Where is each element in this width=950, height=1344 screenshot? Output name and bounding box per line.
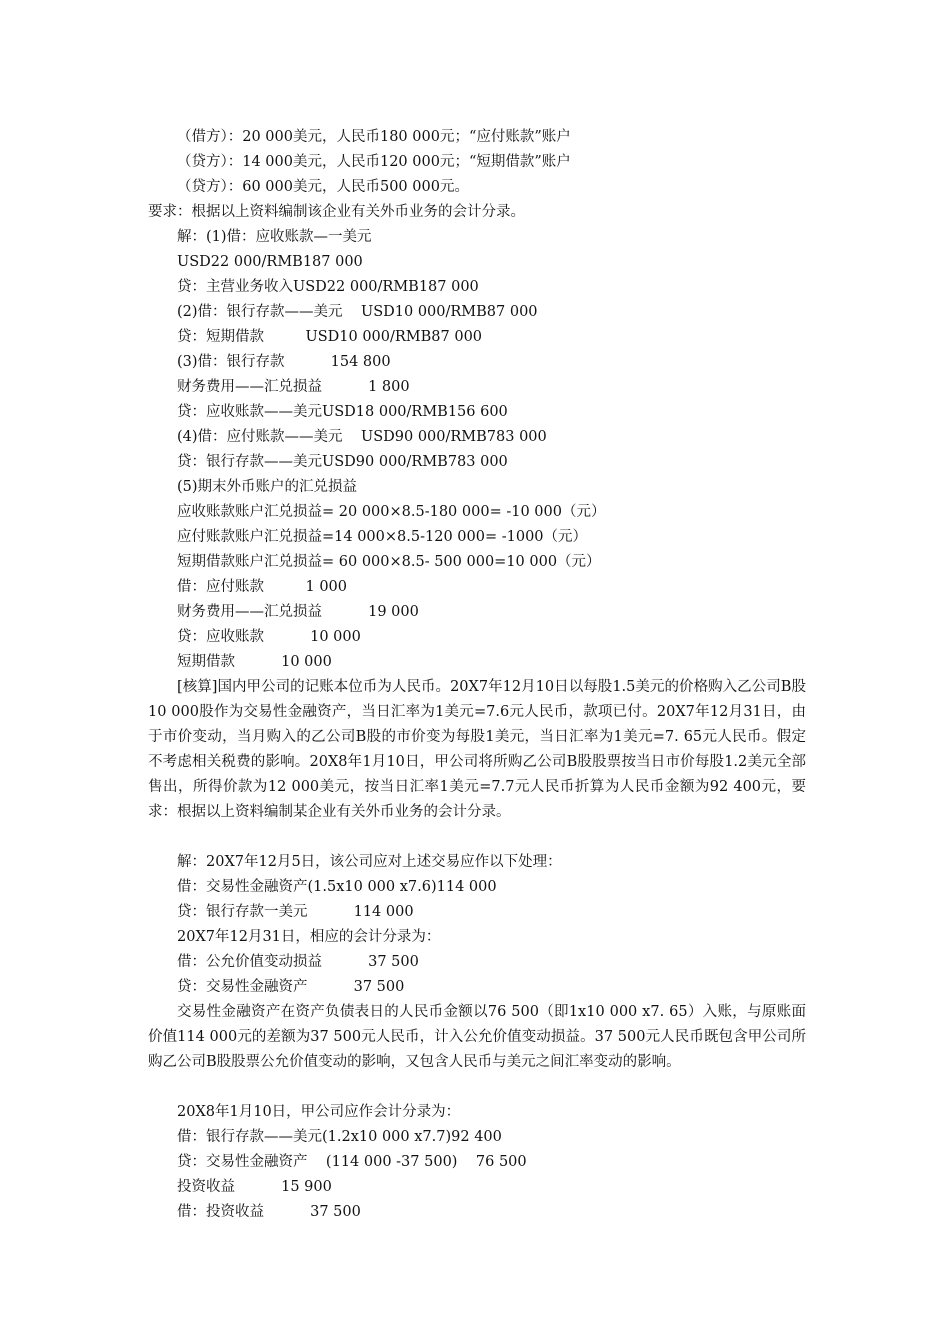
text-line: 贷：交易性金融资产 (114 000 -37 500) 76 500	[177, 1154, 527, 1170]
text-line: （借方）：20 000美元，人民币180 000元；“应付账款”账户	[177, 129, 571, 145]
text-line: 贷：银行存款——美元USD90 000/RMB783 000	[177, 454, 508, 470]
text-line: 贷：应收账款——美元USD18 000/RMB156 600	[177, 404, 508, 420]
paragraph-case: [核算]国内甲公司的记账本位币为人民币。20X7年12月10日以每股1.5美元的价格购入乙公司B股10 000股作为交易性金融资产，当日汇率为1美元=7.6元人民币，款项已付。20X7年12月31日，由于市价变动，当月购入的乙公司B股的市价变为每股1美元，当日汇率为1美元=7. 65元人民币。假定不考虑相关税费的影响。20X8年1月10日，甲公司将所购乙公司B股股票按当日市价每股1.2美元全部售出，所得价款为12 000美元，按当日汇率1美元=7.7元人民币折算为人民币金额为92 400元，要求：根据以上资料编制某企业有关外币业务的会计分录。	[148, 679, 806, 820]
text-line: 20X8年1月10日，甲公司应作会计分录为：	[177, 1104, 461, 1120]
text-line: （贷方）：60 000美元，人民币500 000元。	[177, 179, 469, 195]
text-line: 借：投资收益 37 500	[177, 1204, 361, 1220]
text-line: 解：(1)借：应收账款—一美元	[177, 229, 372, 245]
text-line: 投资收益 15 900	[177, 1179, 332, 1195]
paragraph-explanation: 交易性金融资产在资产负债表日的人民币金额以76 500（即1x10 000 x7. 65）入账，与原账面价值114 000元的差额为37 500元人民币，计入公允价值变动损益。37 500元人民币既包含甲公司所购乙公司B股股票公允价值变动的影响，又包含人民币与美元之间汇率变动的影响。	[148, 1004, 806, 1070]
text-line: 贷：主营业务收入USD22 000/RMB187 000	[177, 279, 479, 295]
text-line: 贷：交易性金融资产 37 500	[177, 979, 405, 995]
text-line: 20X7年12月31日，相应的会计分录为：	[177, 929, 441, 945]
text-line: 借：交易性金融资产(1.5x10 000 x7.6)114 000	[177, 879, 497, 895]
text-line: 贷：应收账款 10 000	[177, 629, 361, 645]
text-line: (4)借：应付账款——美元 USD90 000/RMB783 000	[177, 429, 547, 445]
text-line: 应收账款账户汇兑损益= 20 000×8.5-180 000= -10 000（元）	[177, 504, 606, 520]
text-line: (5)期末外币账户的汇兑损益	[177, 479, 358, 495]
text-line: 应付账款账户汇兑损益=14 000×8.5-120 000= -1000（元）	[177, 529, 588, 545]
text-line: USD22 000/RMB187 000	[177, 254, 363, 270]
text-line: 贷：银行存款一美元 114 000	[177, 904, 414, 920]
text-line: 贷：短期借款 USD10 000/RMB87 000	[177, 329, 483, 345]
text-line: 借：银行存款——美元(1.2x10 000 x7.7)92 400	[177, 1129, 502, 1145]
text-line: (2)借：银行存款——美元 USD10 000/RMB87 000	[177, 304, 538, 320]
text-line: 借：应付账款 1 000	[177, 579, 347, 595]
text-line: 借：公允价值变动损益 37 500	[177, 954, 419, 970]
text-line: 解：20X7年12月5日，该公司应对上述交易应作以下处理：	[177, 854, 562, 870]
text-line: 财务费用——汇兑损益 19 000	[177, 604, 419, 620]
text-line: 短期借款账户汇兑损益= 60 000×8.5- 500 000=10 000（元）	[177, 554, 601, 570]
requirement-line: 要求：根据以上资料编制该企业有关外币业务的会计分录。	[148, 204, 525, 220]
text-line: （贷方）：14 000美元，人民币120 000元；“短期借款”账户	[177, 154, 571, 170]
text-line: 财务费用——汇兑损益 1 800	[177, 379, 410, 395]
text-line: (3)借：银行存款 154 800	[177, 354, 391, 370]
text-line: 短期借款 10 000	[177, 654, 332, 670]
